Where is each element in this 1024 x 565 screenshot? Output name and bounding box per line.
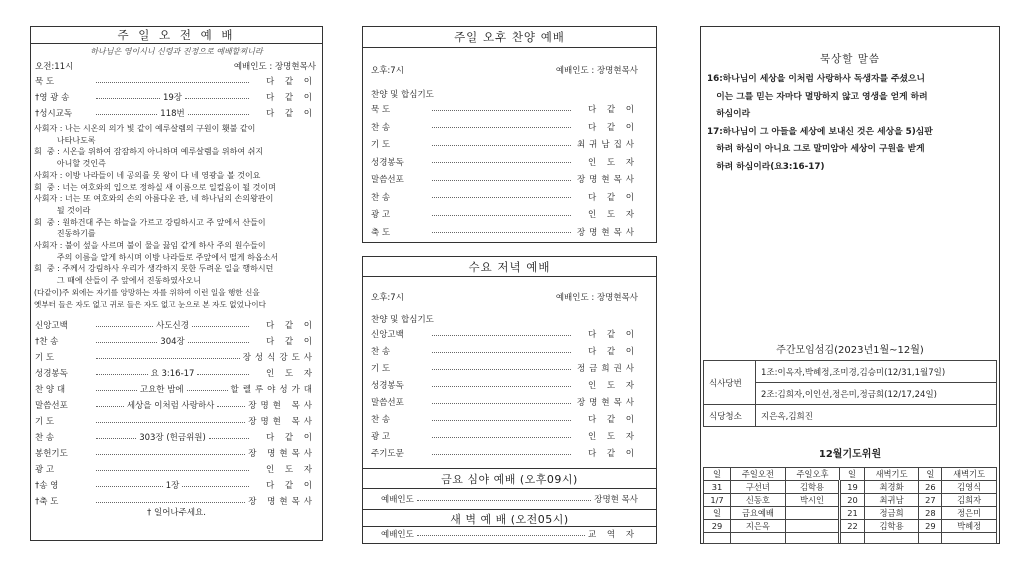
order-person: 다 같 이 (587, 330, 638, 340)
dot-leader (432, 127, 571, 128)
dot-leader (217, 406, 245, 407)
prayer-cell: 박시인 (785, 494, 840, 507)
order-row (35, 92, 316, 104)
dot-leader (187, 390, 228, 391)
prayer-header: 일 (919, 468, 942, 481)
order-person: 다 같 이 (265, 77, 316, 87)
morning-footer (31, 507, 322, 519)
order-label: 주기도문 (371, 449, 404, 459)
dot-leader (185, 98, 249, 99)
prayer-cell: 1/7 (704, 494, 731, 507)
order-person: 다 같 이 (587, 415, 638, 425)
responsive-line: 아니할 것인즉 (34, 159, 106, 169)
duty-title: 주간모임섬김(2023년1월~12월) (776, 345, 924, 356)
prayer-cell: 정은미 (942, 507, 997, 520)
order-person: 정금희권사 (576, 364, 638, 374)
prayer-header: 주일오전 (731, 468, 786, 481)
dot-leader (96, 326, 153, 327)
prayer-header: 일 (840, 468, 864, 481)
order-row (371, 227, 638, 239)
wednesday-title: 수요 저녁 예배 (363, 257, 656, 277)
order-person: 다 같 이 (587, 105, 638, 115)
dawn-row (381, 529, 638, 541)
prayer-cell: 26 (919, 481, 942, 494)
prayer-cell: 29 (704, 520, 731, 533)
duty-value: 지은옥,김희진 (756, 405, 997, 427)
responsive-line: 나타나도록 (34, 135, 96, 145)
dawn-divider-top (363, 509, 656, 510)
prayer-cell: 구선녀 (731, 481, 786, 494)
order-person: 장명현목사 (576, 227, 638, 238)
order-row (371, 380, 638, 392)
order-row (35, 384, 316, 396)
dot-leader (188, 342, 249, 343)
order-label: 묵 도 (371, 105, 391, 115)
order-label: 말씀선포 (371, 175, 404, 185)
dawn-label: 예배인도 (381, 530, 414, 540)
order-row (371, 174, 638, 186)
order-label: 찬 양 대 (35, 385, 66, 395)
order-row (371, 209, 638, 221)
dot-leader (96, 422, 245, 423)
dot-leader (432, 335, 571, 336)
prayer-cell: 20 (840, 494, 864, 507)
order-row (35, 368, 316, 380)
responsive-line: 옛부터 들은 자도 없고 귀로 들은 자도 없고 눈으로 본 자도 없었나이다 (34, 299, 266, 309)
order-label: 찬 송 (35, 433, 55, 443)
dot-leader (182, 486, 249, 487)
verse-line: 하려 하심이라(요3:16-17) (707, 161, 825, 172)
stand-note: † 일어나주세요. (147, 508, 206, 518)
order-person: 인 도 자 (587, 432, 638, 442)
order-content: 요 3:16-17 (150, 369, 195, 379)
order-person: 다 같 이 (587, 347, 638, 357)
dot-leader (96, 406, 124, 407)
order-content: 304장 (160, 337, 185, 347)
dot-leader (432, 454, 571, 455)
duty-key: 식사당번 (704, 361, 756, 405)
prayer-cell: 최귀남 (864, 494, 919, 507)
order-label: †영 광 송 (35, 93, 70, 103)
duty-row (704, 405, 997, 427)
prayer-cell: 금요예배 (731, 507, 786, 520)
prayer-cell (864, 533, 919, 544)
order-label: 찬 송 (371, 192, 391, 203)
responsive-line: 사회자 : 나는 시온의 의가 빛 같이 예루살렘의 구원이 횃불 같이 (34, 124, 256, 133)
order-label: †축 도 (35, 497, 59, 507)
dawn-value: 교 역 자 (587, 530, 638, 540)
info-panel (700, 26, 1000, 544)
order-person: 다 같 이 (587, 122, 638, 133)
order-label: 성경봉독 (35, 369, 68, 379)
order-row (371, 431, 638, 443)
dot-leader (96, 454, 245, 455)
morning-time-row (35, 61, 316, 73)
prayer-header: 일 (704, 468, 731, 481)
prayer-table (703, 467, 997, 544)
dot-leader (209, 438, 249, 439)
order-person: 다 같 이 (587, 192, 638, 203)
order-content: 1장 (165, 481, 180, 491)
order-person: 다 같 이 (265, 93, 316, 103)
morning-subtitle: 하나님은 영이시니 신령과 진정으로 예배할찌니라 (90, 47, 263, 56)
order-row (35, 416, 316, 428)
wednesday-time-row (371, 292, 638, 304)
order-label: 말씀선포 (35, 401, 68, 411)
order-content: 세상을 이처럼 사랑하사 (126, 401, 215, 411)
order-person: 인 도 자 (587, 210, 638, 220)
order-label: 기 도 (371, 364, 391, 374)
order-row (35, 448, 316, 460)
prayer-cell: 일 (704, 507, 731, 520)
order-label: 묵 도 (35, 77, 55, 87)
responsive-line: 회 중 : 원하건대 주는 하늘을 가르고 강림하시고 주 앞에서 산들이 (34, 217, 266, 227)
order-row (35, 108, 316, 120)
order-label: 광 고 (371, 210, 391, 220)
dot-leader (96, 486, 163, 487)
prayer-cell (785, 533, 840, 544)
order-person: 다 같 이 (265, 481, 316, 491)
order-row (35, 320, 316, 332)
dot-leader (432, 232, 571, 233)
order-label: 광 고 (371, 432, 391, 442)
order-person: 장 명현목사 (248, 497, 316, 507)
morning-leader: 예배인도 : 장명현목사 (233, 62, 316, 72)
prayer-cell (942, 533, 997, 544)
dot-leader (96, 502, 245, 503)
order-label: †성시교독 (35, 109, 73, 119)
responsive-line: 진동하기를 (34, 229, 96, 239)
order-row (371, 157, 638, 169)
prayer-row (704, 494, 997, 507)
dot-leader (432, 110, 571, 111)
order-row (371, 363, 638, 375)
order-row (371, 346, 638, 358)
order-label: †찬 송 (35, 337, 59, 347)
afternoon-title: 주일 오후 찬양 예배 (363, 27, 656, 48)
wednesday-service-panel (362, 256, 657, 469)
prayer-cell (785, 507, 840, 520)
prayer-row (704, 507, 997, 520)
verse-line: 17:하나님이 그 아들을 세상에 보내신 것은 세상을 5)심판 (707, 126, 933, 137)
friday-value: 장명현 목사 (594, 495, 638, 505)
responsive-line: 회 중 : 시온을 위하여 잠잠하지 아니하며 예루살렘을 위하여 쉬지 (34, 147, 264, 157)
order-row (371, 329, 638, 341)
dot-leader (432, 197, 571, 198)
order-content: 19장 (162, 93, 183, 103)
order-person: 인 도 자 (587, 381, 638, 391)
order-row (371, 139, 638, 151)
responsive-line: 그 때에 산들이 주 앞에서 진동하였사오니 (34, 276, 201, 286)
prayer-cell: 지은옥 (731, 520, 786, 533)
dot-leader (432, 420, 571, 421)
prayer-cell (785, 520, 840, 533)
prayer-cell: 박혜정 (942, 520, 997, 533)
prayer-cell: 31 (704, 481, 731, 494)
duty-value: 1조:이옥자,박혜정,조미경,김승미(12/31,1월7일) (756, 361, 997, 383)
duty-value: 2조:김희자,이인선,정은미,정금희(12/17,24일) (756, 383, 997, 405)
dawn-title: 새 벽 예 배 (오전05시) (450, 513, 569, 526)
prayer-cell: 최경화 (864, 481, 919, 494)
morning-service-panel (30, 26, 323, 541)
prayer-cell: 김학용 (864, 520, 919, 533)
order-content: 사도신경 (156, 321, 189, 331)
dot-leader (432, 180, 571, 181)
order-person: 다 같 이 (265, 337, 316, 347)
dot-leader (432, 162, 571, 163)
friday-label: 예배인도 (381, 495, 414, 505)
order-person: 장성식강도사 (242, 353, 316, 363)
prayer-header: 새벽기도 (864, 468, 919, 481)
dot-leader (432, 145, 571, 146)
order-content: 303장 (헌금위원) (139, 433, 206, 443)
order-label: 봉헌기도 (35, 449, 68, 459)
order-person: 다 같 이 (265, 433, 316, 443)
prayer-cell: 김학용 (785, 481, 840, 494)
order-row (35, 464, 316, 476)
wednesday-praise-label: 찬양 및 합심기도 (371, 315, 434, 325)
prayer-cell (704, 533, 731, 544)
verse-line: 이는 그를 믿는 자마다 멸망하지 않고 영생을 얻게 하려 (707, 91, 928, 102)
dot-leader (432, 352, 571, 353)
order-row (35, 480, 316, 492)
dot-leader (96, 438, 136, 439)
verse-line: 하심이라 (707, 109, 751, 119)
prayer-header: 주일오후 (785, 468, 840, 481)
friday-divider (363, 488, 656, 489)
afternoon-time: 오후:7시 (371, 66, 404, 76)
prayer-title: 12월기도위원 (818, 449, 882, 460)
order-person: 장 명현목사 (248, 449, 316, 459)
prayer-header: 새벽기도 (942, 468, 997, 481)
dot-leader (96, 374, 148, 375)
prayer-cell (919, 533, 942, 544)
order-row (371, 122, 638, 134)
duty-row (704, 361, 997, 383)
dot-leader (192, 326, 249, 327)
order-person: 최귀남집사 (576, 140, 638, 150)
order-content: 고요한 밤에 (139, 385, 184, 395)
responsive-line: 사회자 : 불이 섶을 사르며 불이 물을 끓임 같게 하사 주의 원수들이 (34, 241, 266, 250)
order-label: 성경봉독 (371, 157, 404, 168)
order-row (371, 104, 638, 116)
order-label: 신앙고백 (35, 321, 68, 331)
order-person: 다 같 이 (265, 321, 317, 331)
order-label: 축 도 (371, 227, 391, 238)
afternoon-praise (371, 89, 434, 101)
afternoon-praise-label: 찬양 및 합심기도 (371, 90, 434, 100)
prayer-header-row (704, 468, 997, 481)
order-label: 광 고 (35, 465, 55, 475)
order-label: 찬 송 (371, 415, 391, 425)
responsive-line: (다같이)주 외에는 자기를 앙망하는 자를 위하여 이런 일을 행한 신을 (34, 287, 260, 297)
prayer-cell: 27 (919, 494, 942, 507)
order-label: 신앙고백 (371, 330, 404, 340)
order-label: 기 도 (371, 140, 391, 150)
prayer-cell: 22 (840, 520, 864, 533)
dot-leader (96, 470, 249, 471)
order-row (371, 192, 638, 204)
duty-key: 식당청소 (704, 405, 756, 427)
wednesday-praise (371, 314, 434, 326)
afternoon-service-panel (362, 26, 657, 243)
prayer-cell: 신동호 (731, 494, 786, 507)
prayer-row (704, 481, 997, 494)
order-row (371, 414, 638, 426)
order-person: 장명현목사 (576, 398, 638, 408)
prayer-cell: 29 (919, 520, 942, 533)
prayer-cell: 19 (840, 481, 864, 494)
order-label: 말씀선포 (371, 398, 404, 408)
dot-leader (432, 369, 571, 370)
responsive-line: 사회자 : 이방 나라들이 네 공의를 못 왕이 다 네 영광을 볼 것이요 (34, 170, 261, 180)
order-person: 장명현 목사 (248, 417, 316, 427)
responsive-line: 주의 이름을 알게 하시며 이방 나라들로 주앞에서 떨게 하옵소서 (34, 252, 279, 262)
responsive-line: 회 중 : 주께서 강림하사 우리가 생각하지 못한 두려운 일을 행하시던 (34, 264, 274, 274)
order-person: 인 도 자 (265, 465, 316, 475)
dot-leader (96, 98, 160, 99)
dot-leader (96, 342, 157, 343)
meditation-title: 묵상할 말씀 (819, 53, 881, 65)
order-label: 기 도 (35, 353, 55, 363)
wednesday-time: 오후:7시 (371, 293, 404, 303)
prayer-cell: 김영식 (942, 481, 997, 494)
verse-line: 하려 하심이 아니요 그로 말미암아 세상이 구원을 받게 (707, 144, 925, 154)
order-row (35, 400, 316, 412)
responsive-line: 사회자 : 너는 또 여호와의 손의 아름다운 관, 네 하나님의 손의왕관이 (34, 194, 274, 204)
dot-leader (432, 437, 571, 438)
order-row (35, 76, 316, 88)
wednesday-leader: 예배인도 : 장명현목사 (555, 293, 638, 303)
dot-leader (96, 358, 240, 359)
prayer-cell (840, 533, 864, 544)
dot-leader (96, 390, 137, 391)
prayer-cell (731, 533, 786, 544)
responsive-line: 될 것이라 (34, 205, 91, 215)
dot-leader (432, 403, 571, 404)
prayer-row (704, 520, 997, 533)
order-person: 다 같 이 (587, 449, 638, 459)
order-label: 성경봉독 (371, 381, 404, 391)
order-person: 할렐루야성가대 (230, 385, 316, 395)
dot-leader (432, 386, 571, 387)
order-row (371, 448, 638, 460)
order-person: 다 같 이 (265, 109, 316, 119)
order-person: 장명현목사 (576, 175, 638, 185)
friday-row (381, 494, 638, 506)
friday-dawn-panel (362, 469, 657, 544)
dawn-divider (363, 526, 656, 527)
verse-line: 16:하나님이 세상을 이처럼 사랑하사 독생자를 주셨으니 (707, 74, 926, 84)
order-content: 118번 (160, 109, 185, 119)
dot-leader (188, 114, 249, 115)
order-label: 찬 송 (371, 122, 391, 133)
order-person: 인 도 자 (587, 157, 638, 168)
friday-title: 금요 심야 예배 (오후09시) (441, 473, 578, 486)
order-person: 인 도 자 (265, 369, 317, 379)
dot-leader (96, 82, 249, 83)
prayer-cell: 28 (919, 507, 942, 520)
prayer-row (704, 533, 997, 544)
duty-table (703, 360, 997, 427)
order-row (371, 397, 638, 409)
afternoon-leader: 예배인도 : 장명현목사 (555, 66, 638, 76)
order-row (35, 352, 316, 364)
dot-leader (432, 215, 571, 216)
dot-leader (197, 374, 249, 375)
responsive-line: 회 중 : 너는 여호와의 입으로 정하실 새 이름으로 일컬음이 될 것이며 (34, 182, 276, 192)
dot-leader (417, 535, 585, 536)
morning-title: 주 일 오 전 예 배 (31, 27, 322, 44)
order-label: 기 도 (35, 417, 55, 427)
afternoon-time-row (371, 65, 638, 77)
prayer-cell: 21 (840, 507, 864, 520)
order-label: †송 영 (35, 481, 59, 491)
order-label: 찬 송 (371, 347, 391, 357)
morning-time: 오전:11시 (35, 62, 74, 72)
prayer-cell: 김희자 (942, 494, 997, 507)
order-row (35, 336, 316, 348)
dot-leader (96, 114, 157, 115)
prayer-cell: 정금희 (864, 507, 919, 520)
order-person: 장명현 목사 (248, 401, 316, 411)
order-row (35, 432, 316, 444)
dot-leader (417, 500, 591, 501)
